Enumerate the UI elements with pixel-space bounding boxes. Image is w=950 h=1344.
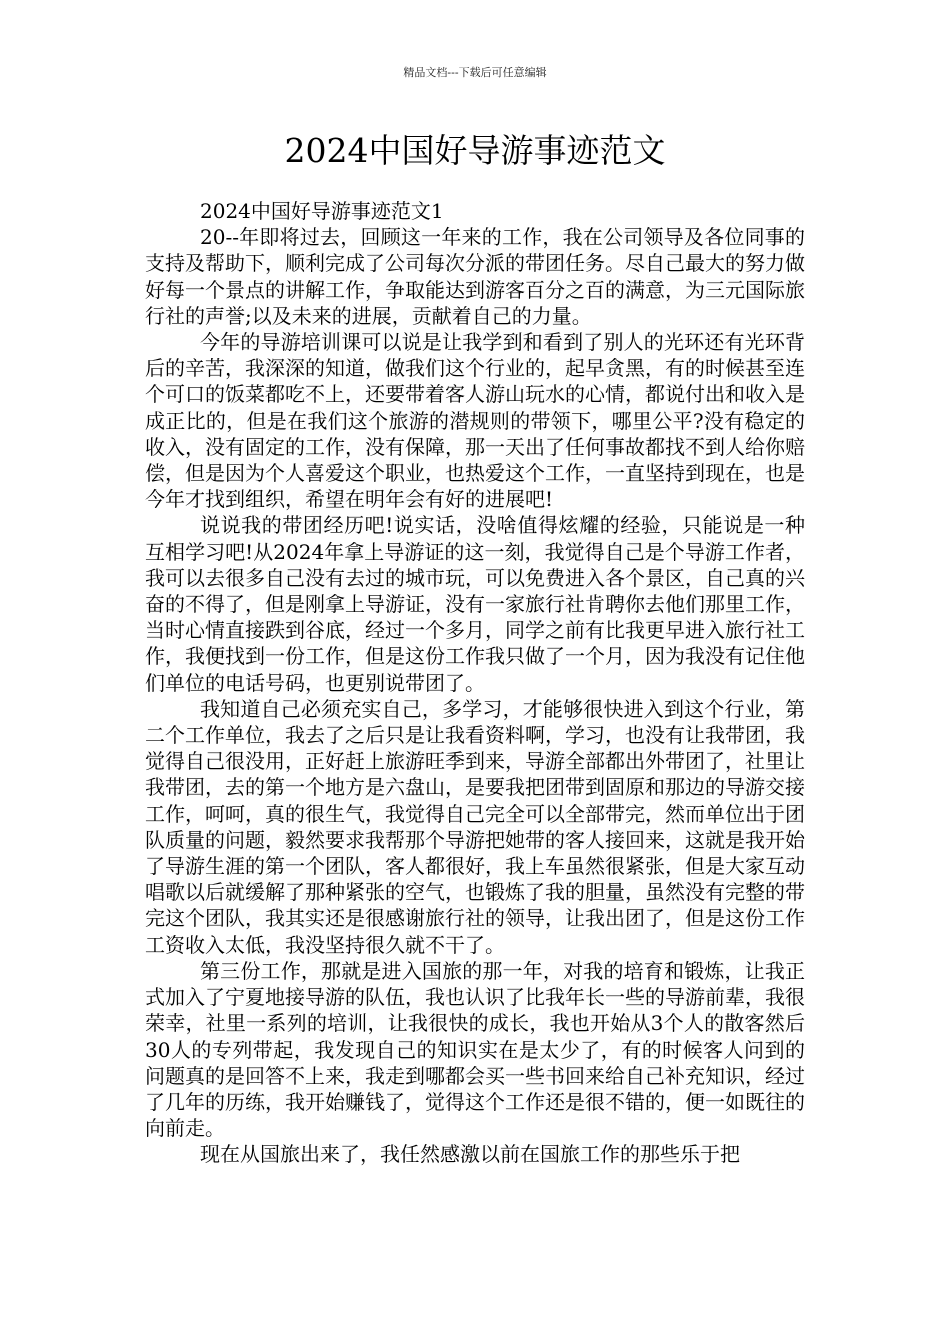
body-paragraph: 现在从国旅出来了，我任然感激以前在国旅工作的那些乐于把 xyxy=(200,1142,740,1167)
body-paragraph: 我知道自己必须充实自己，多学习，才能够很快进入到这个行业，第二个工作单位，我去了之后只是让我看资料啊，学习，也没有让我带团，我觉得自己很没用，正好赶上旅游旺季到来，导游全部都出外带团了，社里让我带团，去的第一个地方是六盘山，是要我把团带到固原和那边的导游交接工作，呵呵，真的很生气，我觉得自己完全可以全部带完，然而单位出于团队质量的问题，毅然要求我帮那个导游把她带的客人接回来，这就是我开始了导游生涯的第一个团队，客人都很好，我上车虽然很紧张，但是大家互动唱歌以后就缓解了那种紧张的空气，也锻炼了我的胆量，虽然没有完整的带完这个团队，我其实还是很感谢旅行社的领导，让我出团了，但是这份工作工资收入太低，我没坚持很久就不干了。 xyxy=(145,696,805,957)
body-paragraph: 今年的导游培训课可以说是让我学到和看到了别人的光环还有光环背后的辛苦，我深深的知道，做我们这个行业的，起早贪黑，有的时候甚至连个可口的饭菜都吃不上，还要带着客人游山玩水的心情，都说付出和收入是成正比的，但是在我们这个旅游的潜规则的带领下，哪里公平?没有稳定的收入，没有固定的工作，没有保障，那一天出了任何事故都找不到人给你赔偿，但是因为个人喜爱这个职业，也热爱这个工作，一直坚持到现在，也是今年才找到组织，希望在明年会有好的进展吧! xyxy=(145,330,805,512)
body-paragraph: 说说我的带团经历吧!说实话，没啥值得炫耀的经验，只能说是一种互相学习吧!从2024年拿上导游证的这一刻，我觉得自己是个导游工作者，我可以去很多自己没有去过的城市玩，可以免费进入各个景区，自己真的兴奋的不得了，但是刚拿上导游证，没有一家旅行社肯聘你去他们那里工作，当时心情直接跌到谷底，经过一个多月，同学之前有比我更早进入旅行社工作，我便找到一份工作，但是这份工作我只做了一个月，因为我没有记住他们单位的电话号码，也更别说带团了。 xyxy=(145,513,805,695)
page-header: 精品文档---下载后可任意编辑 xyxy=(403,66,547,79)
document-body xyxy=(145,198,805,1168)
body-paragraph: 第三份工作，那就是进入国旅的那一年，对我的培育和锻炼，让我正式加入了宁夏地接导游的队伍，我也认识了比我年长一些的导游前辈，我很荣幸，社里一系列的培训，让我很快的成长，我也开始从3个人的散客然后30人的专列带起，我发现自己的知识实在是太少了，有的时候客人问到的问题真的是回答不上来，我走到哪都会买一些书回来给自己补充知识，经过了几年的历练，我开始赚钱了，觉得这个工作还是很不错的，便一如既往的向前走。 xyxy=(145,958,805,1141)
subtitle-paragraph: 2024中国好导游事迹范文1 xyxy=(200,199,444,223)
document-title: 2024中国好导游事迹范文 xyxy=(284,131,666,170)
body-paragraph: 20--年即将过去，回顾这一年来的工作，我在公司领导及各位同事的支持及帮助下，顺利完成了公司每次分派的带团任务。尽自己最大的努力做好每一个景点的讲解工作，争取能达到游客百分之百的满意，为三元国际旅行社的声誉;以及未来的进展，贡献着自己的力量。 xyxy=(145,225,805,328)
